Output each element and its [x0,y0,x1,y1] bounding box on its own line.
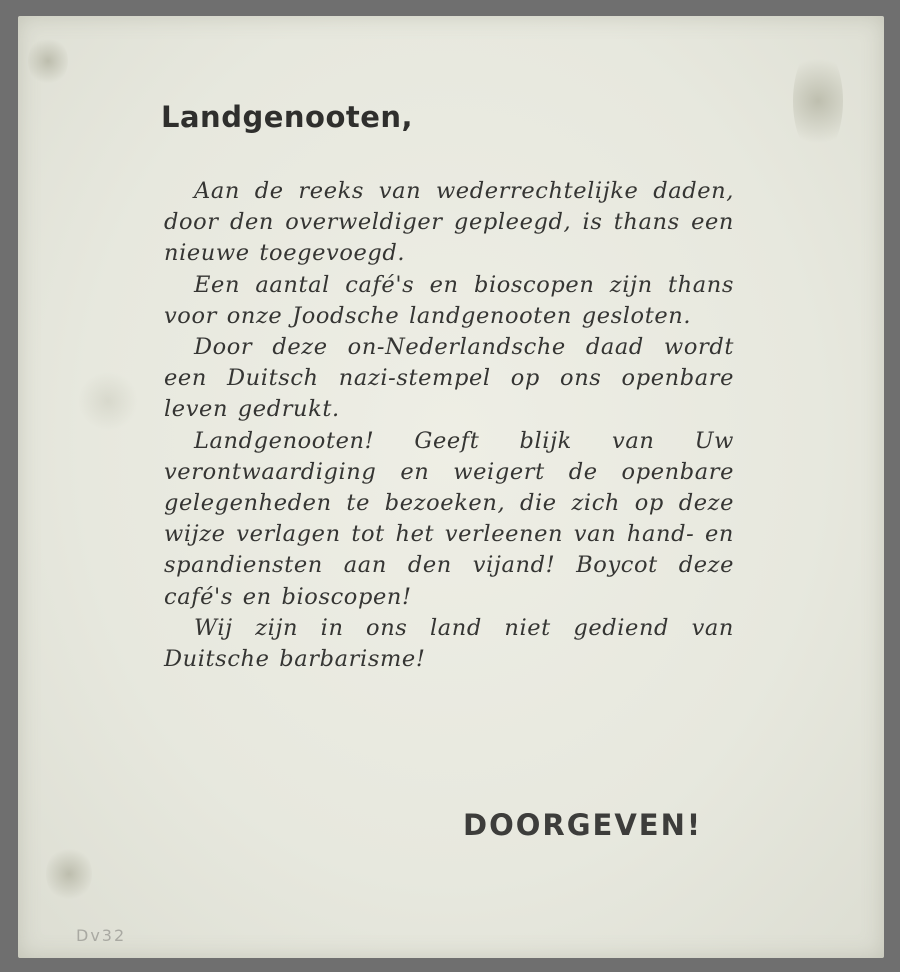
leaflet-sheet [18,16,884,958]
paper-stain [28,36,68,86]
paragraph: Aan de reeks van wederrechtelijke daden, door den overweldiger gepleegd, is thans een nieuwe toegevoegd. [164,178,734,267]
paragraph: Wij zijn in ons land niet gediend van Duitsche barbarisme! [164,614,734,673]
paper-stain [46,846,92,902]
leaflet-heading: Landgenooten, [161,100,414,134]
paper-stain [78,371,138,431]
signoff-text: DOORGEVEN! [463,808,703,842]
pencil-annotation: Dv32 [76,926,127,945]
paper-stain [793,46,843,156]
paragraph: Door deze on-Nederlandsche daad wordt een Duitsch nazi-stempel op ons openbare leven gedrukt. [164,334,734,423]
leaflet-body [164,176,734,675]
paragraph: Een aantal café's en bioscopen zijn thans voor onze Joodsche landgenooten gesloten. [164,271,734,329]
paragraph: Landgenooten! Geeft blijk van Uw verontwaardiging en weigert de openbare gelegenheden te bezoeken, die zich op deze wijze verlagen tot het verleenen van hand- en spandiensten aan den vijand! Boycot deze café's en bioscopen! [164,427,734,610]
